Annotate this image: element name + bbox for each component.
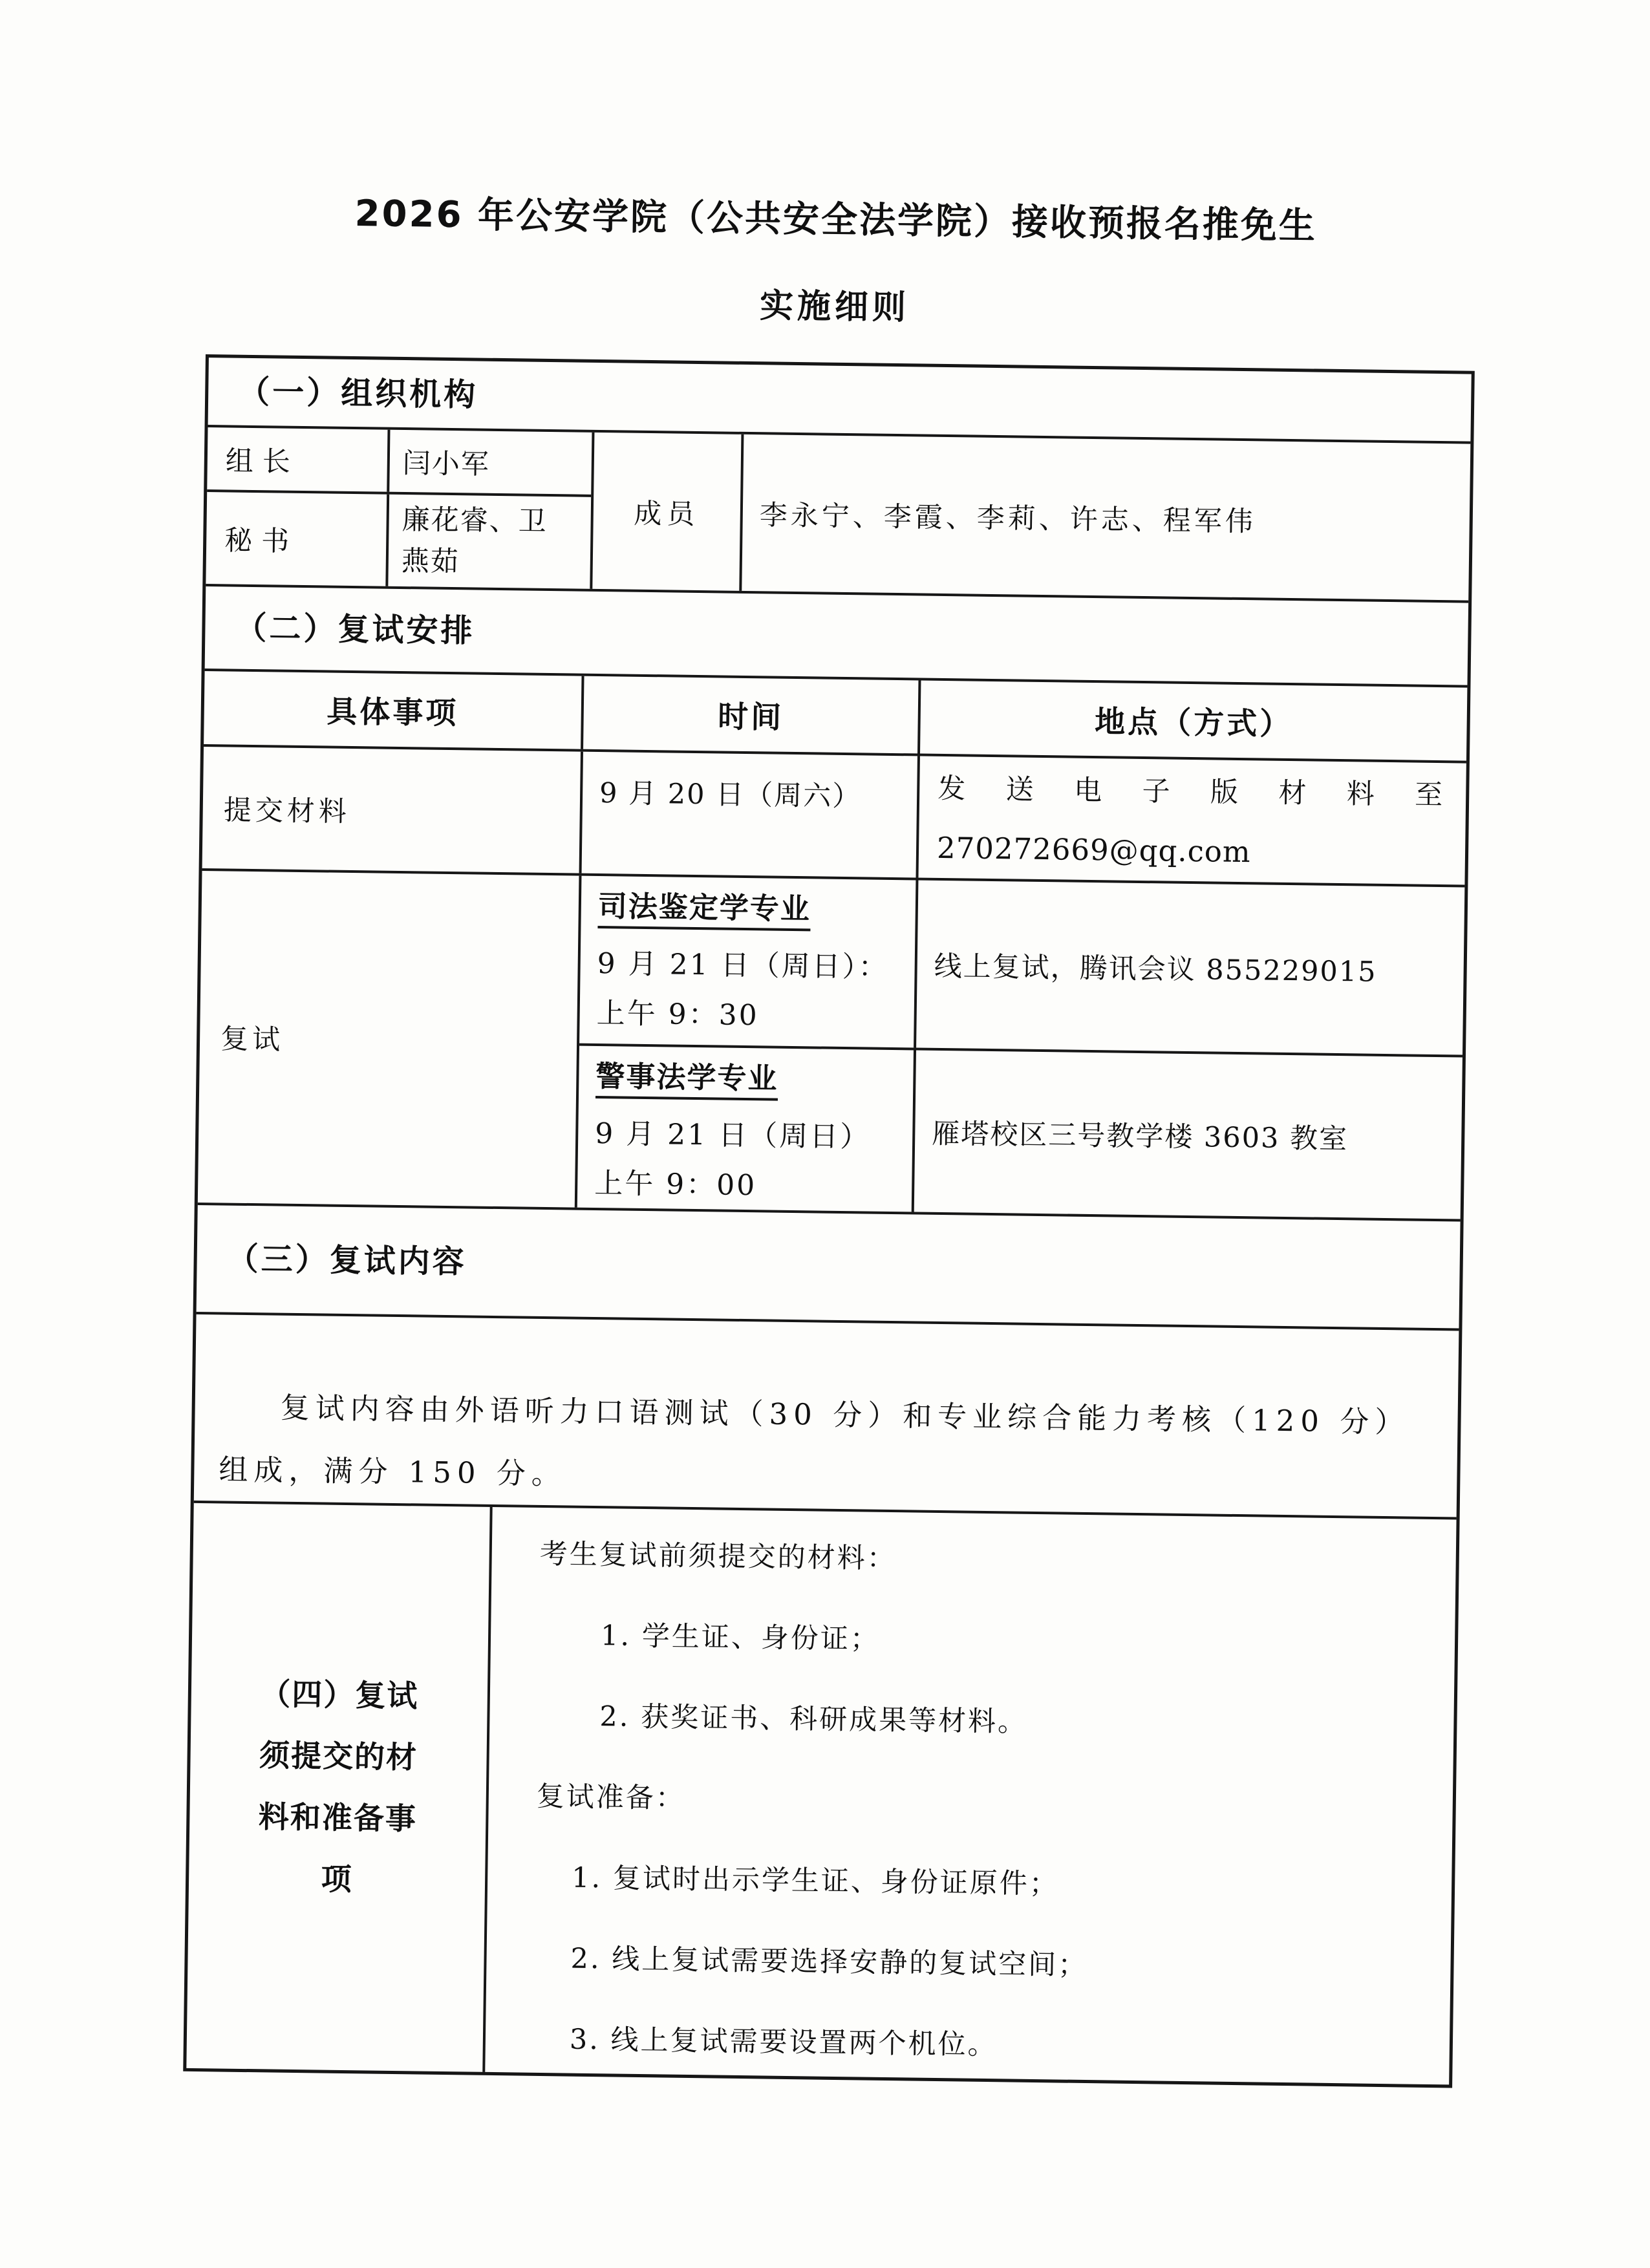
schedule-section-header-row	[205, 586, 1469, 688]
document-title-line1: 2026 年公安学院（公共安全法学院）接收预报名推免生	[354, 193, 1318, 248]
materials-title-line1: （四）复试	[260, 1676, 419, 1715]
document-title-line2: 实施细则	[759, 286, 910, 328]
column-header-place: 地点（方式）	[1094, 704, 1293, 743]
column-header-time: 时间	[583, 676, 921, 754]
police-date: 9 月 21 日（周日）	[594, 1117, 871, 1154]
police-time: 上午 9：00	[594, 1166, 757, 1203]
retest-right-block	[577, 876, 1465, 1219]
column-header-item: 具体事项	[204, 671, 584, 749]
submit-time: 9 月 20 日（周六）	[582, 752, 920, 878]
materials-item2: 2. 获奖证书、科研成果等材料。	[599, 1700, 1028, 1738]
materials-prep-header: 复试准备：	[536, 1780, 686, 1815]
retest-row	[198, 871, 1465, 1222]
org-secretary-row	[206, 492, 591, 589]
members-names: 李永宁、李霞、李莉、许志、程军伟	[759, 498, 1257, 538]
org-section-title: （一）组织机构	[237, 373, 478, 414]
police-place: 雁塔校区三号教学楼 3603 教室	[931, 1117, 1349, 1155]
schedule-section-title: （二）复试安排	[235, 609, 475, 650]
materials-item1: 1. 学生证、身份证；	[600, 1620, 881, 1656]
secretary-label: 秘书	[206, 492, 389, 586]
retest-police-subrow	[577, 1046, 1462, 1219]
forensic-time-cell	[579, 876, 918, 1048]
materials-prep2: 2. 线上复试需要选择安静的复试空间；	[570, 1942, 1088, 1982]
content-section-header-row	[197, 1205, 1461, 1331]
materials-title-line2: 须提交的材	[259, 1738, 418, 1776]
retest-forensic-subrow	[579, 876, 1464, 1058]
police-time-cell	[577, 1046, 916, 1212]
content-paragraph-line2: 组成，满分 150 分。	[219, 1452, 567, 1492]
members-label: 成员	[592, 433, 744, 591]
police-major-title: 警事法学专业	[595, 1062, 778, 1101]
materials-title-line4: 项	[321, 1861, 353, 1898]
materials-title-line3: 料和准备事	[258, 1799, 418, 1837]
materials-prep3: 3. 线上复试需要设置两个机位。	[569, 2023, 998, 2062]
materials-detail-cell	[485, 1507, 1456, 2084]
forensic-time: 上午 9：30	[596, 997, 759, 1032]
org-leader-row	[207, 427, 592, 497]
secretary-names: 廉花睿、卫燕茹	[401, 503, 548, 579]
leader-name: 闫小军	[402, 447, 491, 481]
submit-materials-row	[202, 747, 1466, 888]
materials-row	[186, 1503, 1456, 2084]
leader-label: 组长	[207, 427, 390, 492]
org-structure-row	[206, 427, 1470, 603]
org-left-block	[206, 427, 594, 589]
submit-email: 270272669@qq.com	[936, 831, 1251, 870]
submit-place-text: 发送电子版材料至	[937, 772, 1444, 812]
content-paragraph-row	[194, 1314, 1459, 1520]
forensic-date: 9 月 21 日（周日）：	[597, 947, 889, 984]
content-section-title: （三）复试内容	[226, 1240, 467, 1281]
materials-section-title	[186, 1503, 492, 2072]
submit-place-cell	[918, 756, 1466, 885]
materials-prep1: 1. 复试时出示学生证、身份证原件；	[571, 1861, 1060, 1901]
forensic-place: 线上复试，腾讯会议 855229015	[934, 950, 1377, 989]
forensic-major-title: 司法鉴定学专业	[597, 892, 811, 931]
implementation-rules-table	[183, 354, 1475, 2088]
content-paragraph-line1: 复试内容由外语听力口语测试（30 分）和专业综合能力考核（120 分）	[280, 1390, 1410, 1440]
retest-item-label: 复试	[198, 871, 582, 1208]
materials-intro: 考生复试前须提交的材料：	[539, 1537, 897, 1576]
submit-item-label: 提交材料	[202, 747, 583, 873]
